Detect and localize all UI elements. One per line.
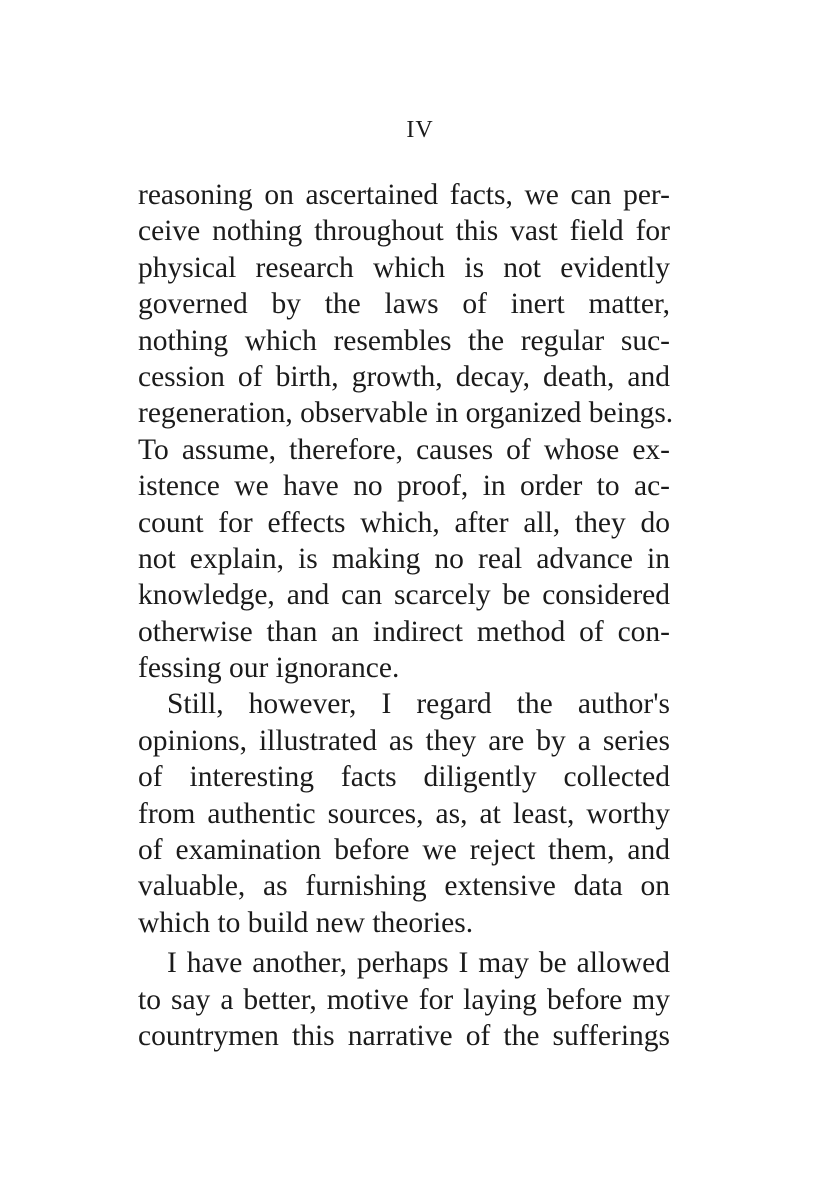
text-line: istence we have no proof, in order to ac- bbox=[138, 470, 670, 503]
body-text bbox=[138, 177, 674, 1054]
text-line: to say a better, motive for laying before my bbox=[138, 983, 670, 1016]
text-line: governed by the laws of inert matter, bbox=[138, 288, 670, 321]
text-line: I have another, perhaps I may be allowed bbox=[167, 947, 670, 980]
text-line: which to build new theories. bbox=[138, 906, 474, 939]
text-line: otherwise than an indirect method of con- bbox=[138, 615, 670, 648]
text-line: countrymen this narrative of the sufferings bbox=[138, 1019, 670, 1052]
text-line: not explain, is making no real advance in bbox=[138, 542, 670, 575]
paragraph bbox=[138, 177, 674, 686]
text-line: fessing our ignorance. bbox=[138, 652, 400, 685]
text-line: regeneration, observable in organized beings. bbox=[138, 397, 674, 430]
text-line: cession of birth, growth, decay, death, and bbox=[138, 360, 670, 393]
text-line: To assume, therefore, causes of whose ex- bbox=[138, 433, 670, 466]
paragraph bbox=[138, 945, 670, 1054]
text-line: knowledge, and can scarcely be considered bbox=[138, 579, 670, 612]
page-number: IV bbox=[406, 117, 434, 143]
text-line: from authentic sources, as, at least, worthy bbox=[138, 797, 670, 830]
text-line: reasoning on ascertained facts, we can per- bbox=[138, 179, 670, 211]
text-line: valuable, as furnishing extensive data on bbox=[138, 870, 670, 903]
text-line: count for effects which, after all, they do bbox=[138, 506, 670, 539]
text-line: of interesting facts diligently collected bbox=[138, 761, 670, 794]
text-line: physical research which is not evidently bbox=[138, 251, 670, 284]
text-line: opinions, illustrated as they are by a series bbox=[138, 724, 670, 757]
text-line: of examination before we reject them, and bbox=[138, 834, 670, 867]
text-line: ceive nothing throughout this vast field for bbox=[138, 215, 670, 248]
text-line: nothing which resembles the regular suc- bbox=[138, 324, 670, 357]
paragraph bbox=[138, 686, 670, 941]
text-line: Still, however, I regard the author's bbox=[167, 688, 670, 721]
